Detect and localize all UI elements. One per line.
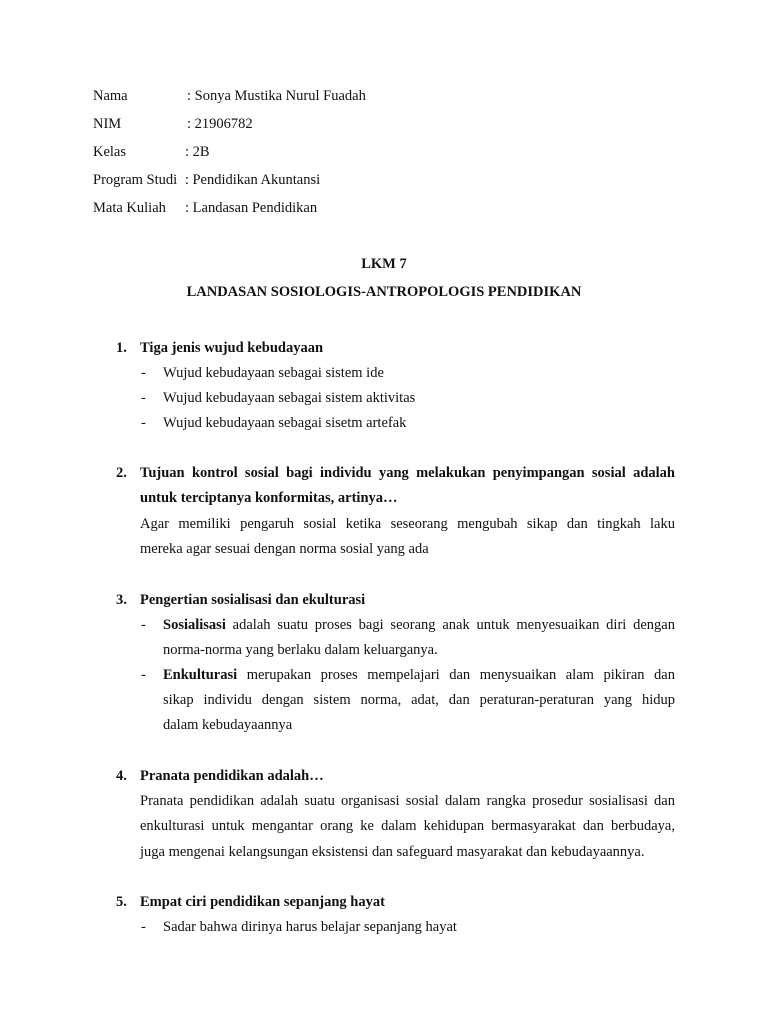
q2-title-line-2: untuk terciptanya konformitas, artinya…: [140, 490, 398, 506]
page-title-lkm: LKM 7: [361, 256, 407, 272]
q1-dash-1: -: [141, 365, 146, 381]
q5-dash-1: -: [141, 919, 146, 935]
nim-label: NIM: [93, 116, 122, 132]
q3-number: 3.: [116, 592, 127, 608]
kelas-label: Kelas: [93, 144, 127, 160]
q1-dash-2: -: [141, 390, 146, 406]
q1-item-2: Wujud kebudayaan sebagai sistem aktivitas: [163, 390, 416, 406]
q3-item-2-text: merupakan proses mempelajari dan menysuaikan alam pikiran dan: [237, 667, 675, 683]
q3-term-sosialisasi: Sosialisasi: [163, 617, 226, 633]
q3-item-1-line-2: norma-norma yang berlaku dalam keluarganya.: [163, 642, 438, 658]
q3-item-2-line-2: sikap individu dengan sistem norma, adat, dan peraturan-peraturan yang hidup: [163, 692, 675, 708]
meta-nim: [93, 114, 253, 134]
q4-answer-line-3: juga mengenai kelangsungan eksistensi dan safeguard masyarakat dan kebudayaannya.: [140, 844, 645, 860]
q3-item-1-text: adalah suatu proses bagi seorang anak untuk menyesuaikan diri dengan: [225, 617, 675, 633]
q1-number: 1.: [116, 340, 127, 356]
q1-dash-3: -: [141, 415, 146, 431]
q2-answer-line-2: mereka agar sesuai dengan norma sosial yang ada: [140, 541, 429, 557]
q4-number: 4.: [116, 768, 127, 784]
q3-dash-1: -: [141, 617, 146, 633]
q2-number: 2.: [116, 465, 127, 481]
q3-dash-2: -: [141, 667, 146, 683]
q4-answer-line-2: enkulturasi untuk mengantar orang ke dalam kehidupan bermasyarakat dan berbudaya,: [140, 818, 675, 834]
meta-mata-kuliah: [93, 198, 318, 218]
meta-prodi: [93, 170, 320, 190]
q2-title-line-1: Tujuan kontrol sosial bagi individu yang melakukan penyimpangan sosial adalah: [140, 465, 675, 481]
q5-item-1: Sadar bahwa dirinya harus belajar sepanjang hayat: [163, 919, 457, 935]
mk-value: : Landasan Pendidikan: [185, 200, 318, 216]
q3-item-2-line-1: [163, 665, 675, 685]
nama-label: Nama: [93, 88, 128, 104]
meta-kelas: [93, 142, 210, 162]
q4-answer-line-1: Pranata pendidikan adalah suatu organisasi sosial dalam rangka prosedur sosialisasi dan: [140, 793, 675, 809]
q5-title: Empat ciri pendidikan sepanjang hayat: [140, 894, 385, 910]
kelas-value: : 2B: [185, 144, 210, 160]
q1-item-1: Wujud kebudayaan sebagai sistem ide: [163, 365, 384, 381]
q3-item-1-line-1: [163, 615, 675, 635]
q4-title: Pranata pendidikan adalah…: [140, 768, 324, 784]
q3-term-enkulturasi: Enkulturasi: [163, 667, 238, 683]
nama-value: : Sonya Mustika Nurul Fuadah: [187, 88, 366, 104]
q3-item-2-line-3: dalam kebudayaannya: [163, 717, 293, 733]
prodi-label: Program Studi: [93, 172, 178, 188]
q1-title: Tiga jenis wujud kebudayaan: [140, 340, 324, 356]
q3-title: Pengertian sosialisasi dan ekulturasi: [140, 592, 366, 608]
q5-number: 5.: [116, 894, 127, 910]
nim-value: : 21906782: [187, 116, 253, 132]
prodi-value: : Pendidikan Akuntansi: [184, 172, 321, 188]
page-title-main: LANDASAN SOSIOLOGIS-ANTROPOLOGIS PENDIDIKAN: [186, 284, 582, 300]
q1-item-3: Wujud kebudayaan sebagai sisetm artefak: [163, 415, 407, 431]
meta-nama: [93, 86, 366, 106]
q2-answer-line-1: Agar memiliki pengaruh sosial ketika seseorang mengubah sikap dan tingkah laku: [140, 516, 675, 532]
mk-label: Mata Kuliah: [93, 200, 166, 216]
